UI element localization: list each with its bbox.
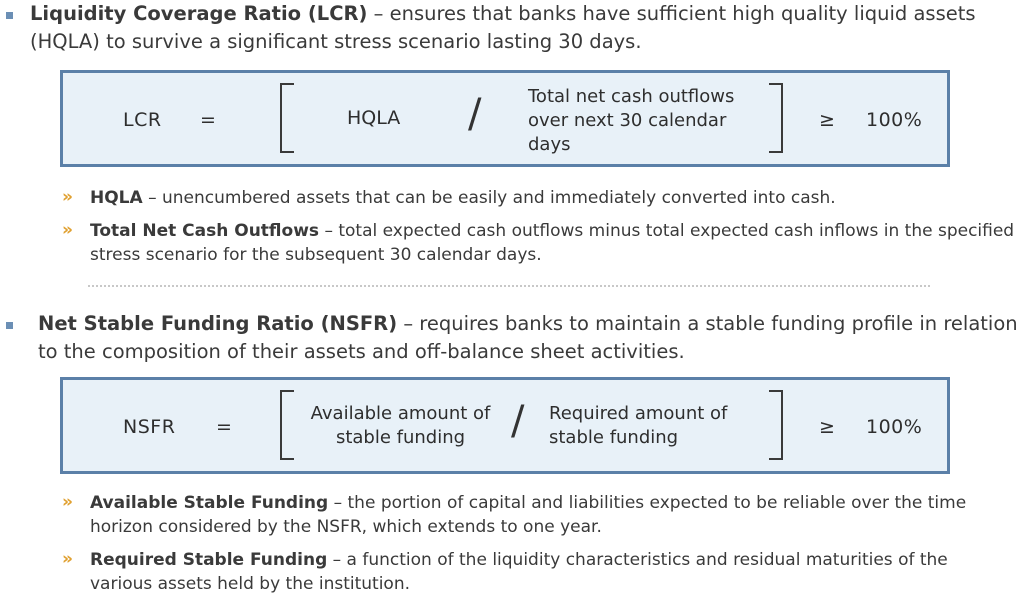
definition-term: Available Stable Funding — [90, 493, 329, 513]
definition-text: – total expected cash outflows minus total expected cash inflows in the specified stress scenario for the subsequent 30 calendar days. — [90, 221, 1015, 265]
chevron-right-icon: » — [62, 187, 73, 207]
right-bracket — [769, 83, 783, 153]
nsfr-term: Net Stable Funding Ratio (NSFR) — [38, 312, 398, 335]
nsfr-threshold: 100% — [866, 416, 923, 438]
lcr-formula-box — [60, 70, 950, 167]
nsfr-definition-required — [90, 548, 1010, 596]
nsfr-numerator: Available amount of stable funding — [310, 403, 491, 448]
lcr-formula-name: LCR — [123, 109, 162, 131]
nsfr-gte-symbol: ≥ — [819, 416, 835, 438]
bullet-square-icon — [6, 322, 13, 329]
chevron-right-icon: » — [62, 549, 73, 569]
nsfr-division-slash: / — [511, 398, 525, 444]
nsfr-formula-box — [60, 377, 950, 474]
nsfr-denominator: Required amount of stable funding — [549, 403, 728, 448]
lcr-division-slash: / — [468, 91, 482, 137]
chevron-right-icon: » — [62, 492, 73, 512]
bullet-square-icon — [6, 12, 13, 19]
nsfr-intro — [38, 310, 1018, 366]
lcr-formula-equals: = — [200, 109, 216, 131]
nsfr-description: – requires banks to maintain a stable funding profile in relation to the composition of their assets and off-balance sheet activities. — [38, 312, 1018, 363]
left-bracket — [280, 390, 294, 460]
lcr-definition-outflows — [90, 219, 1024, 267]
lcr-threshold: 100% — [866, 109, 923, 131]
nsfr-definition-available — [90, 491, 1015, 539]
definition-text: – the portion of capital and liabilities expected to be reliable over the time horizon considered by the NSFR, which extends to one year. — [90, 493, 967, 537]
definition-term: Total Net Cash Outflows — [90, 221, 320, 241]
lcr-denominator: Total net cash outflows over next 30 calendar days — [528, 86, 735, 155]
definition-term: Required Stable Funding — [90, 550, 328, 570]
left-bracket — [280, 83, 294, 153]
right-bracket — [769, 390, 783, 460]
lcr-term: Liquidity Coverage Ratio (LCR) — [30, 2, 368, 25]
definition-text: – unencumbered assets that can be easily and immediately converted into cash. — [142, 188, 836, 208]
nsfr-formula-equals: = — [216, 416, 232, 438]
lcr-description: – ensures that banks have sufficient high quality liquid assets (HQLA) to survive a significant stress scenario lasting 30 days. — [30, 2, 976, 53]
lcr-gte-symbol: ≥ — [819, 109, 835, 131]
chevron-right-icon: » — [62, 220, 73, 240]
definition-text: – a function of the liquidity characteristics and residual maturities of the various assets held by the institution. — [90, 550, 948, 594]
lcr-numerator: HQLA — [347, 107, 401, 129]
section-divider — [88, 285, 930, 287]
definition-term: HQLA — [90, 188, 143, 208]
nsfr-formula-name: NSFR — [123, 416, 176, 438]
lcr-intro — [30, 0, 1015, 56]
lcr-definition-hqla — [90, 186, 1020, 210]
